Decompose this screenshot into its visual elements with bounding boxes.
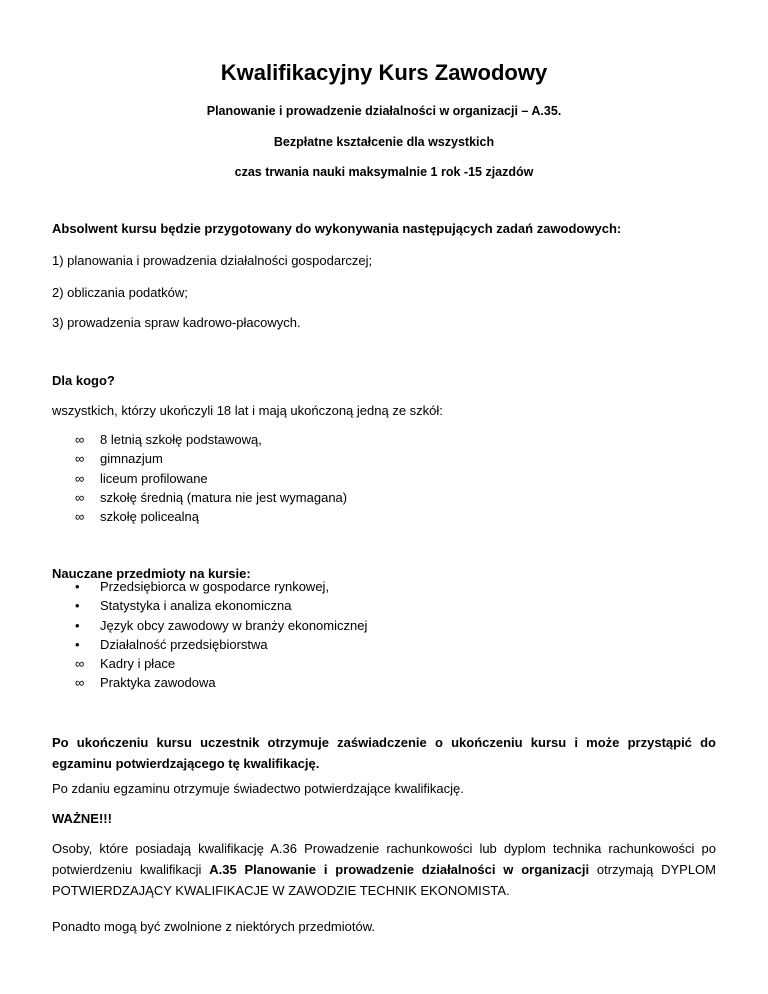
list-item: ∞ Praktyka zawodowa xyxy=(52,673,367,692)
important-paragraph: Osoby, które posiadają kwalifikację A.36 Prowadzenie rachunkowości lub dyplom technika rachunkowości po potwierdzeniu kwalifikacji A.35 Planowanie i prowadzenie działalności w organizacji otrzymają DYPLOM POTWIERDZAJĄCY KWALIFIKACJE W ZAWODZIE TECHNIK EKONOMISTA. xyxy=(52,841,716,898)
qualification-name: A.35 Planowanie i prowadzenie działalności w organizacji xyxy=(209,862,590,877)
bullet-icon: • xyxy=(75,598,80,614)
infinity-bullet-icon: ∞ xyxy=(75,432,85,447)
subtitle-duration: czas trwania nauki maksymalnie 1 rok -15 zjazdów xyxy=(234,165,534,179)
school-list xyxy=(52,430,347,526)
infinity-bullet-icon: ∞ xyxy=(75,656,85,672)
exam-paragraph: Po zdaniu egzaminu otrzymuje świadectwo potwierdzające kwalifikację. xyxy=(52,781,464,796)
list-item: ∞ szkołę średnią (matura nie jest wymagana) xyxy=(52,488,347,507)
list-item: • Przedsiębiorca w gospodarce rynkowej, xyxy=(52,577,367,596)
subtitle-qualification: Planowanie i prowadzenie działalności w organizacji – A.35. xyxy=(206,104,562,118)
graduate-item: 2) obliczania podatków; xyxy=(52,285,188,300)
infinity-bullet-icon: ∞ xyxy=(75,509,85,525)
list-item: • Działalność przedsiębiorstwa xyxy=(52,635,367,654)
infinity-bullet-icon: ∞ xyxy=(75,675,85,691)
bullet-icon: • xyxy=(75,579,80,594)
list-item: ∞ szkołę policealną xyxy=(52,507,347,526)
exemption-paragraph: Ponadto mogą być zwolnione z niektórych przedmiotów. xyxy=(52,919,376,934)
list-item: ∞ liceum profilowane xyxy=(52,469,347,488)
completion-paragraph: Po ukończeniu kursu uczestnik otrzymuje zaświadczenie o ukończeniu kursu i może przystąpić do egzaminu potwierdzającego tę kwalifikację. xyxy=(52,735,716,771)
subjects-list xyxy=(52,577,367,693)
list-item: ∞ 8 letnią szkołę podstawową, xyxy=(52,430,347,449)
bullet-icon: • xyxy=(75,617,80,633)
important-label: WAŻNE!!! xyxy=(52,811,112,826)
infinity-bullet-icon: ∞ xyxy=(75,451,85,467)
bullet-icon: • xyxy=(75,636,80,652)
list-item: ∞ Kadry i płace xyxy=(52,654,367,673)
subjects-heading: Nauczane przedmioty na kursie: xyxy=(52,566,251,581)
graduate-item: 3) prowadzenia spraw kadrowo-płacowych. xyxy=(52,315,301,330)
list-item: ∞ gimnazjum xyxy=(52,449,347,468)
who-heading: Dla kogo? xyxy=(52,373,115,388)
graduate-heading: Absolwent kursu będzie przygotowany do wykonywania następujących zadań zawodowych: xyxy=(52,221,622,236)
graduate-item: 1) planowania i prowadzenia działalności gospodarczej; xyxy=(52,253,373,268)
infinity-bullet-icon: ∞ xyxy=(75,470,85,486)
page-title: Kwalifikacyjny Kurs Zawodowy xyxy=(220,60,548,85)
list-item: • Język obcy zawodowy w branży ekonomicznej xyxy=(52,616,367,635)
list-item: • Statystyka i analiza ekonomiczna xyxy=(52,596,367,615)
infinity-bullet-icon: ∞ xyxy=(75,489,85,505)
subtitle-free: Bezpłatne kształcenie dla wszystkich xyxy=(273,135,495,149)
who-intro: wszystkich, którzy ukończyli 18 lat i mają ukończoną jedną ze szkół: xyxy=(52,403,443,418)
